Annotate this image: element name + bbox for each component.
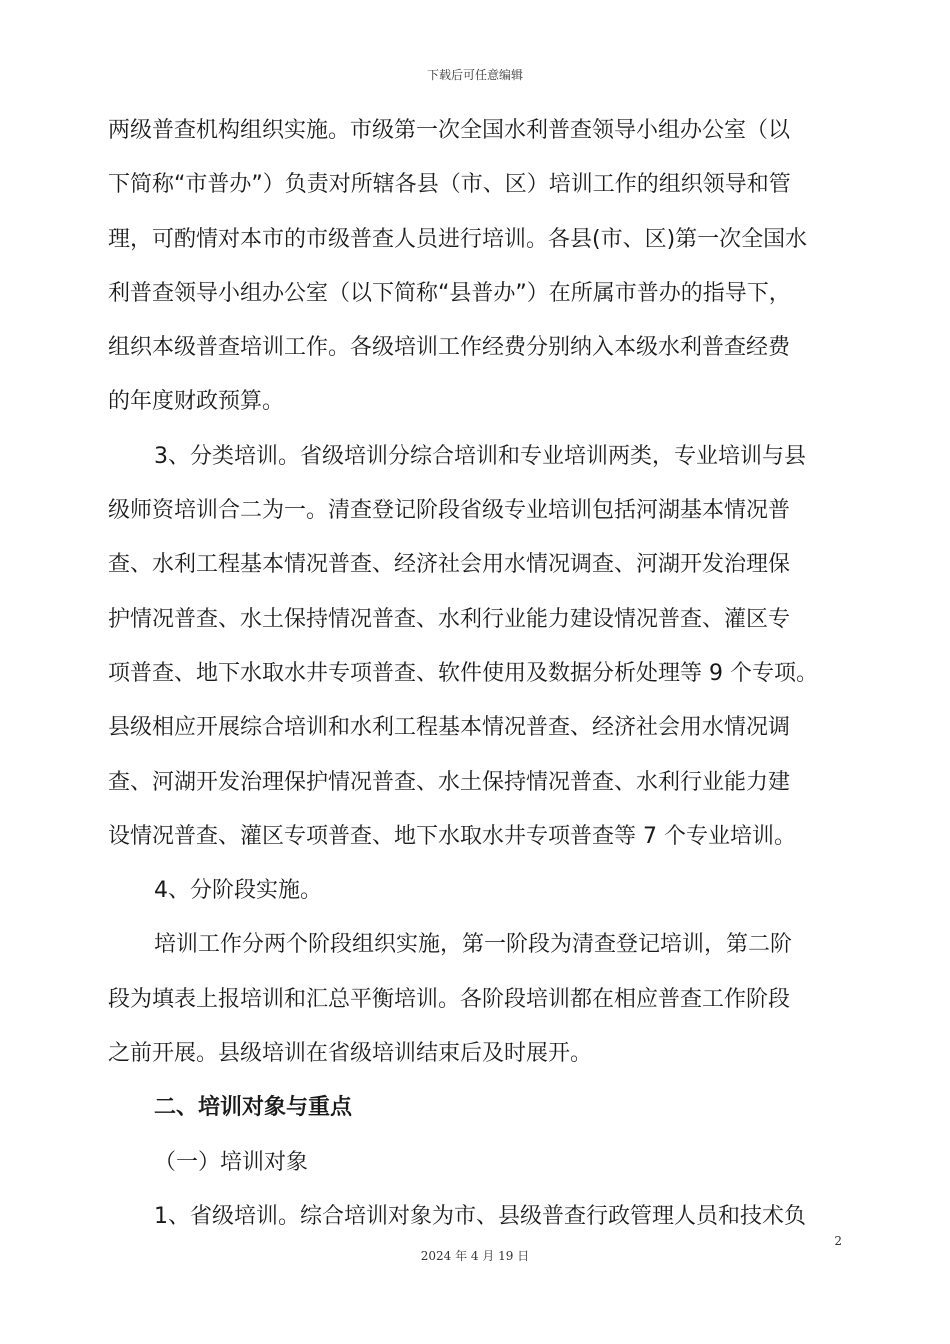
subheading-text: （一）培训对象	[154, 1149, 309, 1175]
heading-text: 二、培训对象与重点	[154, 1095, 353, 1121]
text-line: 培训工作分两个阶段组织实施，第一阶段为清查登记培训，第二阶	[154, 932, 793, 958]
text-line: 项普查、地下水取水井专项普查、软件使用及数据分析处理等 9 个专项。	[108, 660, 818, 686]
paragraph-provincial-training	[108, 1190, 848, 1244]
page-number: 2	[834, 1234, 842, 1248]
page-footer-date: 2024 年 4 月 19 日	[420, 1249, 530, 1263]
paragraph-organization	[108, 104, 848, 430]
text-line: 3、分类培训。省级培训分综合培训和专业培训两类，专业培训与县	[154, 443, 806, 469]
text-line: 的年度财政预算。	[108, 389, 285, 415]
text-line: 理，可酌情对本市的市级普查人员进行培训。各县(市、区)第一次全国水	[108, 226, 808, 252]
text-line: 之前开展。县级培训在省级培训结束后及时展开。	[108, 1041, 593, 1067]
page-header: 下载后可任意编辑	[426, 68, 523, 82]
text-line: 组织本级普查培训工作。各级培训工作经费分别纳入本级水利普查经费	[108, 335, 791, 361]
text-line: 两级普查机构组织实施。市级第一次全国水利普查领导小组办公室（以	[108, 118, 791, 143]
text-line: 级师资培训合二为一。清查登记阶段省级专业培训包括河湖基本情况普	[108, 498, 791, 524]
text-line: 县级相应开展综合培训和水利工程基本情况普查、经济社会用水情况调	[108, 715, 791, 741]
paragraph-classified-training	[108, 430, 848, 864]
text-line: 利普查领导小组办公室（以下简称“县普办”）在所属市普办的指导下，	[108, 280, 791, 306]
text-line: 1、省级培训。综合培训对象为市、县级普查行政管理人员和技术负	[154, 1203, 806, 1229]
subsection-heading	[108, 1136, 848, 1190]
document-body	[108, 104, 848, 1244]
text-line: 4、分阶段实施。	[154, 878, 322, 904]
text-line: 查、水利工程基本情况普查、经济社会用水情况调查、河湖开发治理保	[108, 552, 791, 578]
text-line: 护情况普查、水土保持情况普查、水利行业能力建设情况普查、灌区专	[108, 606, 791, 632]
paragraph-phased-implementation	[108, 864, 848, 918]
text-line: 段为填表上报培训和汇总平衡培训。各阶段培训都在相应普查工作阶段	[108, 986, 791, 1012]
section-heading	[108, 1081, 848, 1135]
text-line: 下简称“市普办”）负责对所辖各县（市、区）培训工作的组织领导和管	[108, 172, 791, 198]
paragraph-training-stages	[108, 918, 848, 1081]
text-line: 设情况普查、灌区专项普查、地下水取水井专项普查等 7 个专业培训。	[108, 823, 796, 849]
text-line: 查、河湖开发治理保护情况普查、水土保持情况普查、水利行业能力建	[108, 769, 791, 795]
